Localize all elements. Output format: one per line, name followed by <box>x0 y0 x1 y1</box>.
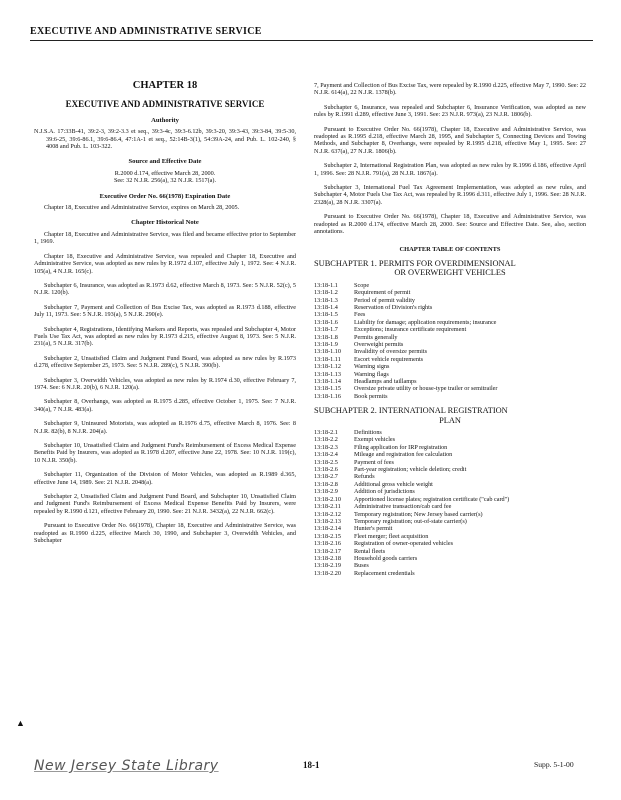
history-paragraph: Subchapter 2, Unsatisfied Claim and Judgment Fund Board, was adopted as new rules by R.1973 d.278, effective September 25, 1973. See: 5 N.J.R. 289(c), 5 N.J.R. 390(b). <box>34 354 296 370</box>
margin-mark: ▲ <box>16 718 25 728</box>
chapter-number: CHAPTER 18 <box>132 80 198 91</box>
toc-entry <box>314 570 586 577</box>
source-line-2: See: 32 N.J.R. 256(a), 32 N.J.R. 1517(a). <box>113 177 217 185</box>
authority-text: N.J.S.A. 17:33B-41, 39:2-3, 39:2-3.3 et seq., 39:3-4c, 39:3-6.12b, 39:3-20, 39:3-43, 39:3-84, 39:5-30, 39:6-25, 39:6-86.1, 39:6-86.4, 47:1A-1 et seq., 52:14B-3(1), 54:39A-24, and Pub. L. 102-240, § 4008 and Pub. L. 103-322. <box>34 128 296 151</box>
toc-entry <box>314 319 586 326</box>
toc-section-title: Invalidity of oversize permits <box>354 348 428 356</box>
toc-section-title: Warning signs <box>354 363 390 371</box>
history-paragraph: Subchapter 2, International Registration Plan, was adopted as new rules by R.1996 d.186, effective April 1, 1996. See: 28 N.J.R. 791(a), 28 N.J.R. 1867(a). <box>314 162 586 177</box>
toc-section-number: 13:18-2.20 <box>314 569 341 577</box>
toc-section-title: Fees <box>354 311 366 319</box>
toc-entry <box>314 466 586 473</box>
source-line-1: R.2000 d.174, effective March 28, 2000. <box>114 169 216 177</box>
toc-entry <box>314 451 586 458</box>
toc-section-number: 13:18-2.15 <box>314 532 341 540</box>
toc-entry <box>314 385 586 392</box>
toc-section-number: 13:18-1.11 <box>314 355 341 363</box>
history-paragraph: Subchapter 4, Registrations, Identifying Markers and Reports, was repealed and Subchapter 4, Motor Fuels Use Tax Act, was adopted as new rules by R.1973 d.215, effective August 8, 1973. See: 5 N.J.R. 231(a), 5 N.J.R. 317(b). <box>34 325 296 348</box>
toc-section-title: Mileage and registration fee calculation <box>354 451 453 459</box>
subchapter-2-title-line-1: SUBCHAPTER 2. INTERNATIONAL REGISTRATION <box>314 406 508 416</box>
toc-section-number: 13:18-2.17 <box>314 547 341 555</box>
toc-section-number: 13:18-1.15 <box>314 385 341 393</box>
toc-entry <box>314 363 586 370</box>
toc-entry <box>314 289 586 296</box>
toc-section-number: 13:18-1.16 <box>314 392 341 400</box>
running-head: EXECUTIVE AND ADMINISTRATIVE SERVICE <box>30 26 593 41</box>
library-watermark: New Jersey State Library <box>34 758 219 774</box>
toc-section-number: 13:18-2.19 <box>314 562 341 570</box>
toc-section-title: Additional gross vehicle weight <box>354 480 433 488</box>
toc-entry <box>314 533 586 540</box>
toc-entry <box>314 525 586 532</box>
toc-section-title: Buses <box>354 562 369 570</box>
toc-section-title: Replacement credentials <box>354 569 415 577</box>
toc-section-number: 13:18-1.9 <box>314 340 338 348</box>
toc-entry <box>314 378 586 385</box>
toc-section-number: 13:18-1.8 <box>314 333 338 341</box>
history-paragraph: Subchapter 10, Unsatisfied Claim and Judgment Fund's Reimbursement of Excess Medical Expense Benefits Paid by Insurers, was adopted as R.1978 d.207, effective June 22, 1978. See: 10 N.J.R. 119(c), 10 N.J.R. 350(b). <box>34 442 296 464</box>
toc-entry <box>314 459 586 466</box>
subchapter-1-title-line-2: OR OVERWEIGHT VEHICLES <box>394 268 506 278</box>
toc-section-number: 13:18-1.4 <box>314 303 338 311</box>
history-paragraph: Subchapter 2, Unsatisfied Claim and Judgment Fund Board, and Subchapter 10, Unsatisfied Claim and Judgment Fund's Reimbursement of Excess Medical Expense Benefits Paid by Insurers, were repealed by R.1990 d.121, effective February 20, 1990. See: 21 N.J.R. 3432(a), 22 N.J.R. 662(c). <box>34 493 296 515</box>
toc-entry <box>314 311 586 318</box>
toc-section-title: Rental fleets <box>354 547 386 555</box>
subchapter-2-title-line-2: PLAN <box>439 415 461 425</box>
expiration-heading: Executive Order No. 66(1978) Expiration Date <box>99 192 231 200</box>
history-paragraph: Subchapter 3, Overwidth Vehicles, was adopted as new rules by R.1974 d.30, effective February 7, 1974. See: 6 N.J.R. 20(b), 6 N.J.R. 120(a). <box>34 376 296 391</box>
toc-section-title: Refunds <box>354 473 375 481</box>
history-paragraph: Pursuant to Executive Order No. 66(1978), Chapter 18, Executive and Administrative Service, was readopted as R.1995 d.218, effective March 28, 1995, and Subchapter 5, Connecting Devices and Towing Methods, and Subchapter 8, Overhangs, were repealed by R.1995 d.218, effective May 1, 1995. See: 27 N.J.R. 637(a), 27 N.J.R. 1806(b). <box>314 125 586 155</box>
toc-section-number: 13:18-2.5 <box>314 458 338 466</box>
toc-section-title: Part-year registration; vehicle deletion; credit <box>354 466 467 474</box>
toc-section-number: 13:18-1.2 <box>314 289 338 297</box>
toc-section-title: Book permits <box>354 392 388 400</box>
toc-section-number: 13:18-2.7 <box>314 473 338 481</box>
toc-section-number: 13:18-2.10 <box>314 495 341 503</box>
toc-entry <box>314 304 586 311</box>
toc-entry <box>314 518 586 525</box>
toc-section-title: Liability for damage; application requirements; insurance <box>354 318 497 326</box>
toc-section-title: Payment of fees <box>354 458 394 466</box>
chapter-title: EXECUTIVE AND ADMINISTRATIVE SERVICE <box>65 99 265 110</box>
subchapter-1-title-line-1: SUBCHAPTER 1. PERMITS FOR OVERDIMENSIONAL <box>314 258 516 268</box>
toc-section-title: Permits generally <box>354 333 398 341</box>
toc-entry <box>314 371 586 378</box>
toc-section-number: 13:18-1.6 <box>314 318 338 326</box>
toc-section-title: Household goods carriers <box>354 554 418 562</box>
toc-section-number: 13:18-2.18 <box>314 554 341 562</box>
toc-section-number: 13:18-1.10 <box>314 348 341 356</box>
history-paragraph: Pursuant to Executive Order No. 66(1978), Chapter 18, Executive and Administrative Service, was readopted as R.2000 d.174, effective March 28, 2000. See: Source and Effective Date. See, also, section annotations. <box>314 213 586 236</box>
toc-list-subchapter-2 <box>314 429 586 577</box>
toc-section-title: Filing application for IRP registration <box>354 443 448 451</box>
subchapter-2-title <box>314 406 586 425</box>
page-number: 18-1 <box>303 760 320 770</box>
toc-section-title: Temporary registration; out-of-state carrier(s) <box>354 517 467 525</box>
history-paragraph: Subchapter 9, Uninsured Motorists, was adopted as R.1976 d.75, effective March 8, 1976. See: 8 N.J.R. 82(b), 8 N.J.R. 204(a). <box>34 420 296 435</box>
history-paragraph: Subchapter 7, Payment and Collection of Bus Excise Tax, was adopted as R.1973 d.188, effective July 11, 1973. See: 5 N.J.R. 193(a), 5 N.J.R. 290(e). <box>34 303 296 319</box>
toc-section-title: Warning flags <box>354 370 389 378</box>
expiration-text: Chapter 18, Executive and Administrative Service, expires on March 28, 2005. <box>44 204 240 212</box>
history-paragraph: Subchapter 6, Insurance, was repealed and Subchapter 6, Insurance Verification, was adopted as new rules by R.1991 d.289, effective June 3, 1991. See: 23 N.J.R. 973(a), 23 N.J.R. 1806(b). <box>314 103 586 119</box>
toc-entry <box>314 503 586 510</box>
toc-section-title: Exempt vehicles <box>354 436 396 444</box>
toc-section-title: Overweight permits <box>354 340 404 348</box>
toc-entry <box>314 540 586 547</box>
right-column <box>314 82 586 577</box>
toc-section-number: 13:18-2.2 <box>314 436 338 444</box>
toc-entry <box>314 356 586 363</box>
toc-section-title: Escort vehicle requirements <box>354 355 424 363</box>
toc-section-number: 13:18-2.9 <box>314 488 338 496</box>
toc-entry <box>314 488 586 495</box>
toc-entry <box>314 473 586 480</box>
toc-entry <box>314 481 586 488</box>
toc-entry <box>314 334 586 341</box>
toc-section-title: Definitions <box>354 429 382 437</box>
history-paragraph: Chapter 18, Executive and Administrative Service, was repealed and Chapter 18, Executive and Administrative Service, was adopted as new rules by R.1972 d.107, effective July 1, 1972. See: 4 N.J.R. 105(a), 4 N.J.R. 165(c). <box>34 252 296 275</box>
history-paragraph: Pursuant to Executive Order No. 66(1978), Chapter 18, Executive and Administrative Service, was readopted as R.1990 d.225, effective March 30, 1990, and Subchapter 3, Overwidth Vehicles, and Subchapter <box>34 522 296 545</box>
toc-section-number: 13:18-2.6 <box>314 466 338 474</box>
toc-section-title: Temporary registration; New Jersey based carrier(s) <box>354 510 483 518</box>
toc-section-title: Apportioned license plates; registration certificate ("cab card") <box>354 495 510 503</box>
toc-section-title: Headlamps and taillamps <box>354 378 417 385</box>
toc-entry <box>314 393 586 400</box>
toc-section-number: 13:18-2.13 <box>314 517 341 525</box>
toc-entry <box>314 548 586 555</box>
source-heading: Source and Effective Date <box>128 158 202 166</box>
toc-entry <box>314 297 586 304</box>
history-paragraph: Subchapter 3, International Fuel Tax Agreement Implementation, was adopted as new rules, and Subchapter 4, Motor Fuels Use Tax Act, was repealed by R.1996 d.311, effective July 1, 1996. See: 28 N.J.R. 2328(a), 28 N.J.R. 3307(a). <box>314 184 586 206</box>
toc-section-number: 13:18-2.3 <box>314 443 338 451</box>
toc-section-number: 13:18-1.13 <box>314 370 341 378</box>
toc-entry <box>314 555 586 562</box>
historical-heading: Chapter Historical Note <box>131 219 199 227</box>
subchapter-1-title <box>314 259 586 278</box>
history-paragraph: Subchapter 11, Organization of the Division of Motor Vehicles, was adopted as R.1989 d.365, effective June 14, 1989. See: 21 N.J.R. 2048(a). <box>34 471 296 486</box>
toc-entry <box>314 511 586 518</box>
toc-section-title: Administrative transaction/cab card fee <box>354 503 452 511</box>
toc-section-number: 13:18-2.16 <box>314 540 341 548</box>
toc-section-title: Requirement of permit <box>354 289 411 297</box>
left-column <box>34 82 296 551</box>
toc-entry <box>314 348 586 355</box>
toc-entry <box>314 341 586 348</box>
toc-entry <box>314 444 586 451</box>
toc-section-number: 13:18-2.12 <box>314 510 341 518</box>
toc-section-title: Period of permit validity <box>354 296 416 304</box>
toc-list-subchapter-1 <box>314 282 586 401</box>
toc-section-title: Reservation of Division's rights <box>354 303 433 311</box>
toc-section-title: Hunter's permit <box>354 525 393 533</box>
toc-section-number: 13:18-1.12 <box>314 363 341 371</box>
toc-entry <box>314 326 586 333</box>
supplement-date: Supp. 5-1-00 <box>534 760 574 769</box>
toc-section-number: 13:18-1.3 <box>314 296 338 304</box>
toc-section-number: 13:18-1.5 <box>314 311 338 319</box>
toc-section-title: Fleet merger; fleet acquisition <box>354 532 429 540</box>
history-paragraph: Chapter 18, Executive and Administrative Service, was filed and became effective prior to September 1, 1969. <box>34 230 296 246</box>
toc-section-number: 13:18-2.11 <box>314 503 341 511</box>
toc-section-number: 13:18-2.1 <box>314 429 338 437</box>
toc-section-number: 13:18-2.4 <box>314 451 338 459</box>
toc-entry <box>314 496 586 503</box>
toc-section-number: 13:18-1.14 <box>314 378 341 385</box>
history-paragraph: 7, Payment and Collection of Bus Excise Tax, were repealed by R.1990 d.225, effective May 7, 1990. See: 22 N.J.R. 614(a), 22 N.J.R. 1378(b). <box>314 82 586 97</box>
history-paragraph: Subchapter 6, Insurance, was adopted as R.1973 d.62, effective March 8, 1973. See: 5 N.J.R. 52(c), 5 N.J.R. 120(b). <box>34 281 296 297</box>
authority-heading: Authority <box>151 116 179 124</box>
toc-section-title: Registration of owner-operated vehicles <box>354 540 454 548</box>
toc-section-number: 13:18-2.14 <box>314 525 341 533</box>
toc-section-title: Scope <box>354 281 370 289</box>
toc-section-number: 13:18-2.8 <box>314 480 338 488</box>
history-paragraph: Subchapter 8, Overhangs, was adopted as R.1975 d.285, effective October 1, 1975. See: 7 N.J.R. 340(a), 7 N.J.R. 483(a). <box>34 398 296 413</box>
toc-section-title: Oversize private utility or house-type trailer or semitrailer <box>354 385 498 393</box>
toc-section-title: Exceptions; insurance certificate requirement <box>354 326 467 334</box>
toc-entry <box>314 436 586 443</box>
toc-entry <box>314 562 586 569</box>
toc-entry <box>314 429 586 436</box>
toc-section-number: 13:18-1.1 <box>314 281 338 289</box>
toc-section-title: Addition of jurisdictions <box>354 488 415 496</box>
toc-entry <box>314 282 586 289</box>
toc-heading: CHAPTER TABLE OF CONTENTS <box>399 245 501 253</box>
toc-section-number: 13:18-1.7 <box>314 326 338 334</box>
